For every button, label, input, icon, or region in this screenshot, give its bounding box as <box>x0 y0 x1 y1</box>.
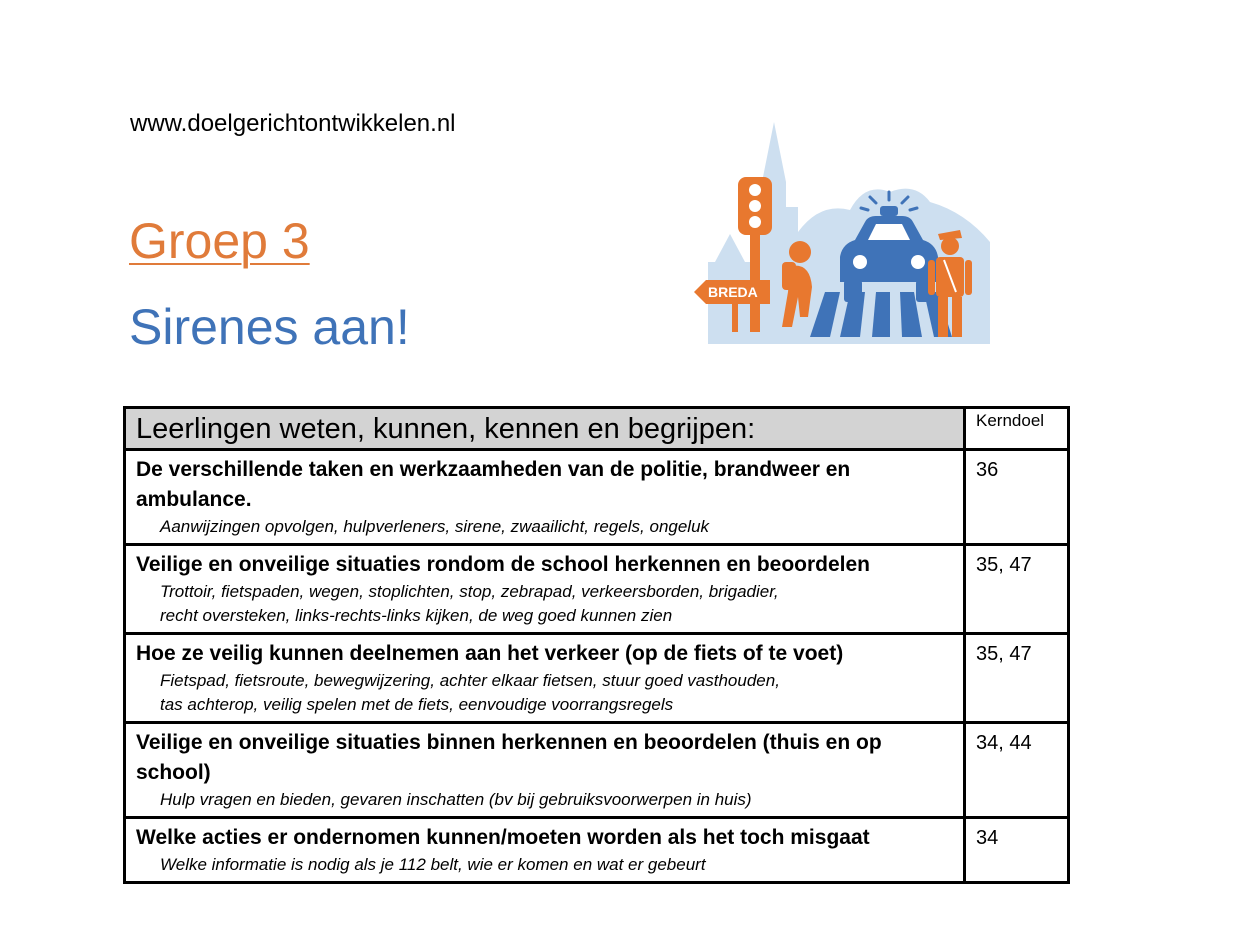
goal-main: Welke acties er ondernomen kunnen/moeten worden als het toch misgaat <box>136 826 870 849</box>
table-row <box>125 450 1069 545</box>
kerndoel-value: 35, 47 <box>976 554 1032 576</box>
sign-label: BREDA <box>708 284 758 300</box>
goal-detail: tas achterop, veilig spelen met de fiets, eenvoudige voorrangsregels <box>160 695 674 714</box>
table-header-goals: Leerlingen weten, kunnen, kennen en begrijpen: <box>125 408 965 450</box>
kerndoel-value: 35, 47 <box>976 643 1032 665</box>
kerndoel-value: 34, 44 <box>976 732 1032 754</box>
goal-detail: Aanwijzingen opvolgen, hulpverleners, sirene, zwaailicht, regels, ongeluk <box>160 517 710 536</box>
learning-goals-table <box>123 406 1070 884</box>
goal-main: Hoe ze veilig kunnen deelnemen aan het verkeer (op de fiets of te voet) <box>136 642 844 665</box>
goal-detail: Fietspad, fietsroute, bewegwijzering, achter elkaar fietsen, stuur goed vasthouden, <box>160 671 780 690</box>
website-url: www.doelgerichtontwikkelen.nl <box>130 110 456 137</box>
kerndoel-value: 34 <box>976 827 999 849</box>
goal-main: De verschillende taken en werkzaamheden van de politie, brandweer en ambulance. <box>136 458 851 511</box>
goal-detail: Welke informatie is nodig als je 112 belt, wie er komen en wat er gebeurt <box>160 855 706 874</box>
traffic-logo <box>690 112 1000 344</box>
goal-main: Veilige en onveilige situaties rondom de school herkennen en beoordelen <box>136 553 871 576</box>
table-row <box>125 545 1069 634</box>
page-title: Sirenes aan! <box>129 299 410 355</box>
goal-detail: Hulp vragen en bieden, gevaren inschatten (bv bij gebruiksvoorwerpen in huis) <box>160 790 752 809</box>
table-row <box>125 634 1069 723</box>
goal-detail: Trottoir, fietspaden, wegen, stoplichten, stop, zebrapad, verkeersborden, brigadier, <box>160 582 779 601</box>
table-header-kerndoel: Kerndoel <box>965 408 1069 450</box>
group-heading: Groep 3 <box>129 213 310 269</box>
goal-main: Veilige en onveilige situaties binnen herkennen en beoordelen (thuis en op school) <box>136 731 882 784</box>
table-row <box>125 818 1069 883</box>
goal-detail: recht oversteken, links-rechts-links kijken, de weg goed kunnen zien <box>160 606 673 625</box>
kerndoel-value: 36 <box>976 459 999 481</box>
table-row <box>125 723 1069 818</box>
